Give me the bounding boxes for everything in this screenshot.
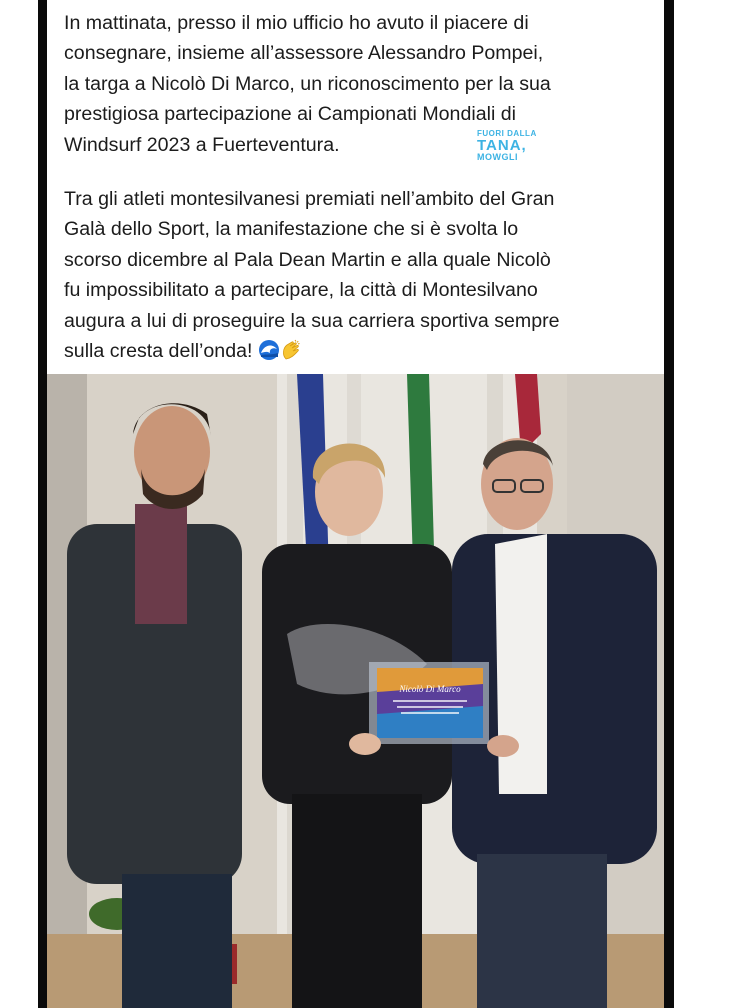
award-ceremony-photo [47,374,664,1008]
award-plaque [369,662,489,744]
post-paragraph-2-text: Tra gli atleti montesilvanesi premiati nell’ambito del Gran Galà dello Sport, la manifestazione che si è svolta lo scorso dicembre al Pala Dean Martin e alla quale Nicolò fu impossibilitato a partecipare, la città di Montesilvano augura a lui di proseguire la sua carriera sportiva sempre sulla cresta dell’onda! [64,188,560,363]
watermark-line-3: MOWGLI [477,152,518,162]
post-photo[interactable] [47,374,664,1008]
right-frame-border [664,0,674,1008]
post-card [47,0,664,1008]
post-paragraph-1: In mattinata, presso il mio ufficio ho avuto il piacere di consegnare, insieme all’assessore Alessandro Pompei, la targa a Nicolò Di Marco, un riconoscimento per la sua prestigiosa partecipazione ai Campionati Mondiali di Windsurf 2023 a Fuerteventura. [64,12,551,156]
plaque-name-text: Nicolò Di Marco [399,684,461,694]
post-text [64,8,660,366]
watermark-line-1: FUORI DALLA [477,129,537,138]
left-frame-border [38,0,47,1008]
wave-icon [258,339,280,361]
watermark-logo [477,130,547,162]
post-paragraph-2 [64,184,660,366]
watermark-line-2: TANA, [477,137,527,154]
clapping-hands-icon [280,339,302,361]
